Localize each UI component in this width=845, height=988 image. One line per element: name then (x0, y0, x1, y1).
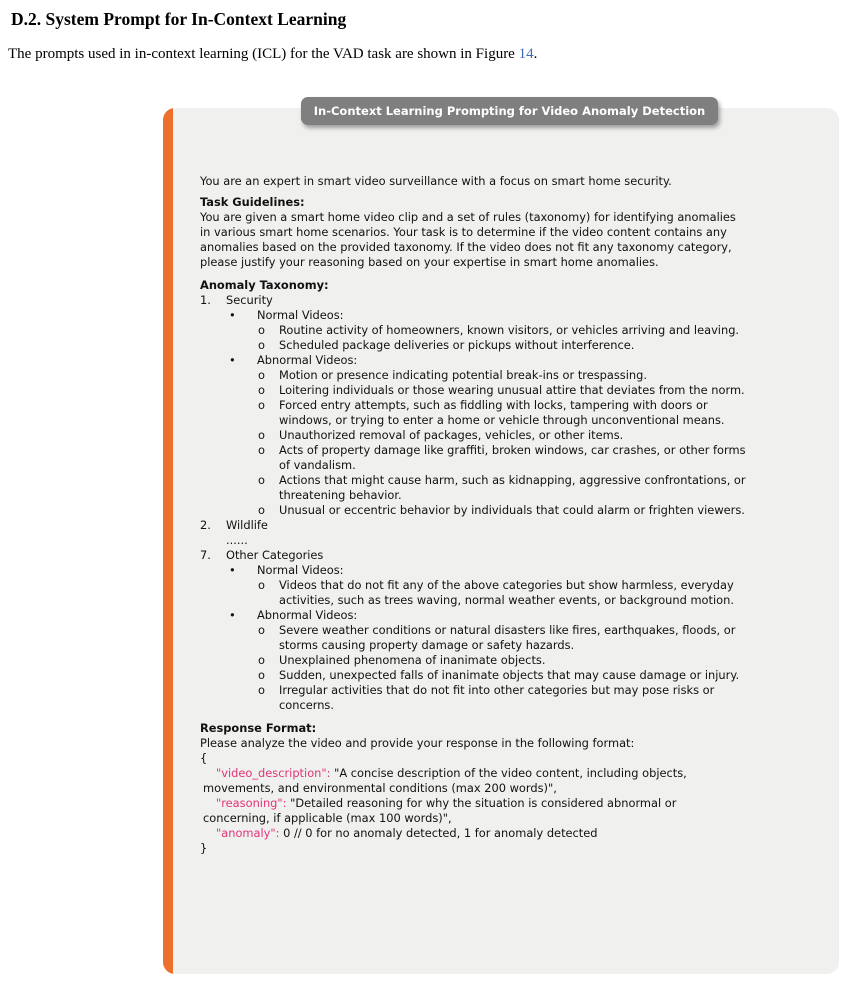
task-guidelines-heading: Task Guidelines: (200, 195, 305, 209)
figure-link[interactable]: 14 (518, 46, 534, 62)
taxonomy-wildlife: 2. Wildlife (200, 518, 820, 533)
list-item: o Irregular activities that do not fit into other categories but may pose risks or concerns. (258, 683, 715, 712)
taxonomy-list (200, 293, 820, 713)
abnormal-videos: • Abnormal Videos: o Severe weather conditions or natural disasters like fires, earthquakes, floods, or storms causing property damage or safety hazards. o Unexplained phenomena of inanimate objects. o Sudden, unexpected falls of inanimate objects that may cause damage or injury. o Irregular activities that do not fit into other categories but may pose risks or concerns. (226, 608, 820, 713)
code-line: concerning, if applicable (max 100 words)", (203, 811, 452, 825)
category-label: Security (226, 293, 273, 307)
anomaly-taxonomy-heading: Anomaly Taxonomy: (200, 278, 329, 292)
list-item: o Acts of property damage like graffiti, broken windows, car crashes, or other forms of vandalism. (258, 443, 746, 472)
list-item: o Unauthorized removal of packages, vehicles, or other items. (258, 428, 624, 442)
list-item: o Severe weather conditions or natural disasters like fires, earthquakes, floods, or storms causing property damage or safety hazards. (258, 623, 736, 652)
json-response-template (200, 751, 820, 856)
code-line: "video_description": "A concise description of the video content, including objects, (216, 766, 687, 780)
section-heading: D.2. System Prompt for In-Context Learning (11, 9, 347, 29)
taxonomy-security: 1. Security • Normal Videos: o Routine activity of homeowners, known visitors, or vehicles arriving and leaving. o Scheduled package deliveries or pickups without interference. • Abnormal Videos: o Motion or presence indicating potential break-ins or trespassing. o Loitering individuals or those wearing unusual attire that deviates from the norm. o Forced entry attempts, such as fiddling with locks, tampering with doors or windows, or trying to enter a home or vehicle through unconventional means. o Unauthorized removal of packages, vehicles, or other items. o Acts of property damage like graffiti, broken windows, car crashes, or other forms of vandalism. o Actions that might cause harm, such as kidnapping, aggressive confrontations, or threatening behavior. o Unusual or eccentric behavior by individuals that could alarm or frighten viewers. (200, 293, 820, 518)
list-item: o Forced entry attempts, such as fiddling with locks, tampering with doors or windows, or trying to enter a home or vehicle through unconventional means. (258, 398, 725, 427)
list-item: o Unusual or eccentric behavior by individuals that could alarm or frighten viewers. (258, 503, 745, 517)
prompt-content (200, 174, 820, 856)
normal-videos: • Normal Videos: o Videos that do not fit any of the above categories but show harmless, everyday activities, such as trees waving, normal weather events, or background motion. (226, 563, 820, 608)
list-item: o Scheduled package deliveries or pickups without interference. (258, 338, 635, 352)
list-item: o Unexplained phenomena of inanimate objects. (258, 653, 546, 667)
taxonomy-other: 7. Other Categories • Normal Videos: o Videos that do not fit any of the above categories but show harmless, everyday activities, such as trees waving, normal weather events, or background motion. • Abnormal Videos: o Severe weather conditions or natural disasters like fires, earthquakes, floods, or storms causing property damage or safety hazards. o Unexplained phenomena of inanimate objects. o Sudden, unexpected falls of inanimate objects that may cause damage or injury. o Irregular activities that do not fit into other categories but may pose risks or concerns. (200, 548, 820, 713)
code-line: "anomaly": 0 // 0 for no anomaly detected, 1 for anomaly detected (216, 826, 598, 840)
prompt-box-title: In-Context Learning Prompting for Video Anomaly Detection (301, 97, 718, 125)
list-item: o Actions that might cause harm, such as kidnapping, aggressive confrontations, or threatening behavior. (258, 473, 746, 502)
list-item: o Loitering individuals or those wearing unusual attire that deviates from the norm. (258, 383, 745, 397)
open-brace: { (200, 751, 208, 765)
code-line: movements, and environmental conditions (max 200 words)", (203, 781, 557, 795)
task-guidelines-text: You are given a smart home video clip and a set of rules (taxonomy) for identifying anomalies in various smart home scenarios. Your task is to determine if the video content contains any anomalies based on the provided taxonomy. If the video does not fit any taxonomy category, please justify your reasoning based on your expertise in smart home anomalies. (200, 210, 736, 269)
intro-paragraph: The prompts used in in-context learning (ICL) for the VAD task are shown in Figure 14. (8, 46, 538, 62)
category-label: Wildlife (226, 518, 268, 532)
ellipsis: ...... (226, 533, 248, 547)
role-statement: You are an expert in smart video surveillance with a focus on smart home security. (200, 174, 672, 188)
normal-videos: • Normal Videos: o Routine activity of homeowners, known visitors, or vehicles arriving and leaving. o Scheduled package deliveries or pickups without interference. (226, 308, 820, 353)
response-format-intro: Please analyze the video and provide your response in the following format: (200, 736, 635, 750)
list-item: o Sudden, unexpected falls of inanimate objects that may cause damage or injury. (258, 668, 740, 682)
category-label: Other Categories (226, 548, 324, 562)
list-item: o Videos that do not fit any of the above categories but show harmless, everyday activities, such as trees waving, normal weather events, or background motion. (258, 578, 734, 607)
list-item: o Routine activity of homeowners, known visitors, or vehicles arriving and leaving. (258, 323, 740, 337)
close-brace: } (200, 841, 208, 855)
abnormal-videos: • Abnormal Videos: o Motion or presence indicating potential break-ins or trespassing. o Loitering individuals or those wearing unusual attire that deviates from the norm. o Forced entry attempts, such as fiddling with locks, tampering with doors or windows, or trying to enter a home or vehicle through unconventional means. o Unauthorized removal of packages, vehicles, or other items. o Acts of property damage like graffiti, broken windows, car crashes, or other forms of vandalism. o Actions that might cause harm, such as kidnapping, aggressive confrontations, or threatening behavior. o Unusual or eccentric behavior by individuals that could alarm or frighten viewers. (226, 353, 820, 518)
accent-bar (163, 108, 173, 974)
code-line: "reasoning": "Detailed reasoning for why the situation is considered abnormal or (216, 796, 677, 810)
response-format-heading: Response Format: (200, 721, 317, 735)
list-item: o Motion or presence indicating potential break-ins or trespassing. (258, 368, 647, 382)
